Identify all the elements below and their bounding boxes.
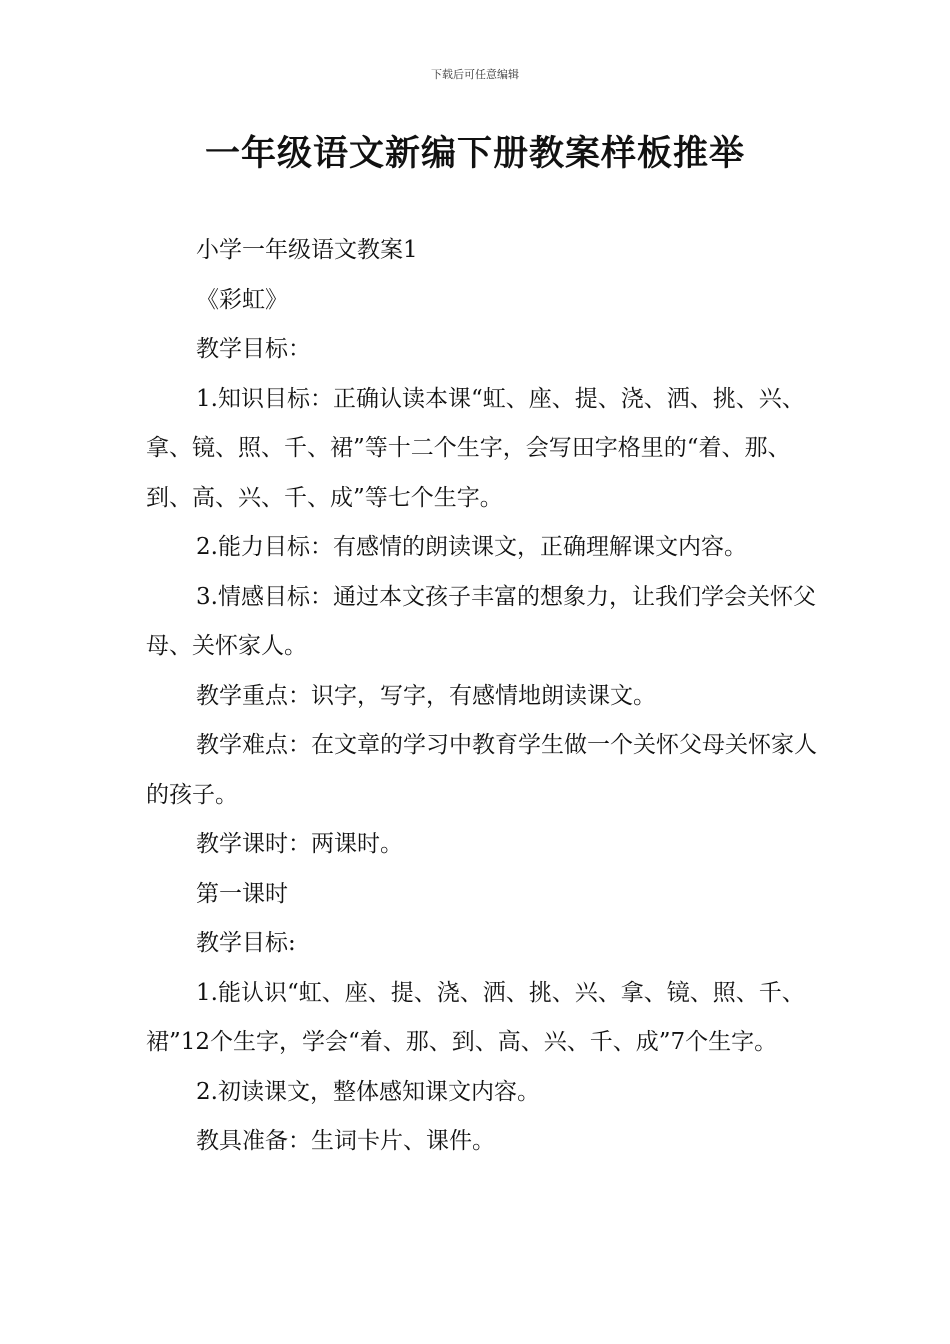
paragraph-first-objective-1: 1.能认识“虹、座、提、浇、洒、挑、兴、拿、镜、照、千、裙”12个生字，学会“着、那、到、高、兴、千、成”7个生字。 <box>146 979 805 1055</box>
header-note: 下载后可任意编辑 <box>431 68 519 81</box>
paragraph-materials: 教具准备：生词卡片、课件。 <box>196 1128 495 1154</box>
paragraph-ability-objective: 2.能力目标：有感情的朗读课文，正确理解课文内容。 <box>196 534 747 560</box>
paragraph-lesson-title: 《彩虹》 <box>196 286 288 313</box>
document-body <box>146 226 826 1167</box>
paragraph-first-lesson: 第一课时 <box>196 880 288 907</box>
paragraph-objectives-heading: 教学目标： <box>196 336 311 362</box>
paragraph-knowledge-objective: 1.知识目标：正确认读本课“虹、座、提、浇、洒、挑、兴、拿、镜、照、千、裙”等十二个生字，会写田字格里的“着、那、到、高、兴、千、成”等七个生字。 <box>146 385 805 511</box>
paragraph-first-objective-2: 2.初读课文，整体感知课文内容。 <box>196 1078 540 1105</box>
paragraph-difficult-points: 教学难点：在文章的学习中教育学生做一个关怀父母关怀家人的孩子。 <box>146 732 817 808</box>
document-title: 一年级语文新编下册教案样板推举 <box>204 134 745 174</box>
paragraph-first-objectives-heading: 教学目标: <box>196 930 296 956</box>
paragraph-lesson-heading: 小学一年级语文教案1 <box>196 237 418 263</box>
paragraph-key-points: 教学重点：识字，写字，有感情地朗读课文。 <box>196 682 656 709</box>
paragraph-class-hours: 教学课时：两课时。 <box>196 831 403 857</box>
paragraph-emotion-objective: 3.情感目标：通过本文孩子丰富的想象力，让我们学会关怀父母、关怀家人。 <box>146 583 816 659</box>
